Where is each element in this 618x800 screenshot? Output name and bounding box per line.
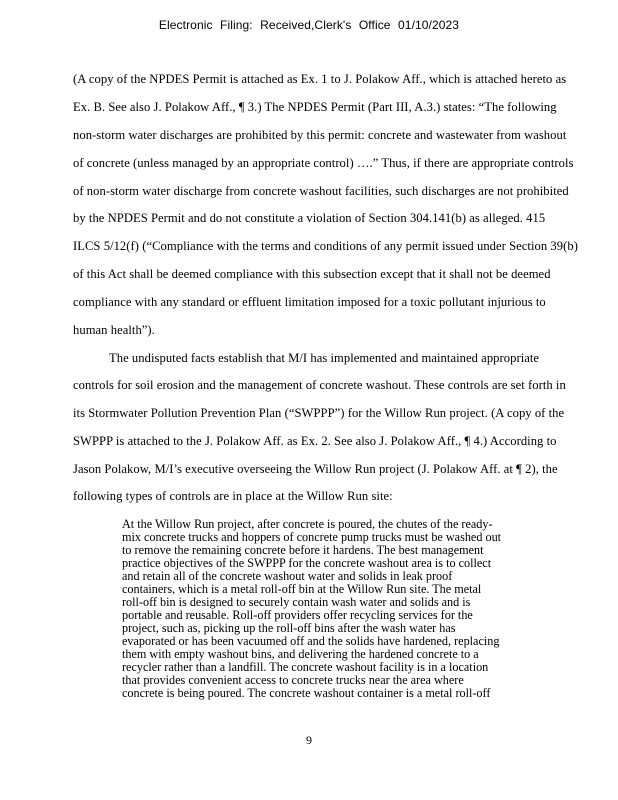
- text-line: Ex. B. See also J. Polakow Aff., ¶ 3.) The NPDES Permit (Part III, A.3.) states: “The following: [73, 100, 557, 114]
- text-line: compliance with any standard or effluent limitation imposed for a toxic pollutant injurious to: [73, 295, 546, 309]
- text-line: SWPPP is attached to the J. Polakow Aff. as Ex. 2. See also J. Polakow Aff., ¶ 4.) According to: [73, 434, 557, 448]
- text-line: The undisputed facts establish that M/I has implemented and maintained appropriate: [109, 351, 540, 365]
- quote-line: At the Willow Run project, after concrete is poured, the chutes of the ready-: [122, 517, 493, 531]
- quote-line: containers, which is a metal roll-off bin at the Willow Run site. The metal: [122, 582, 482, 596]
- quote-line: mix concrete trucks and hoppers of concrete pump trucks must be washed out: [122, 530, 502, 544]
- quote-line: project, such as, picking up the roll-off bins after the wash water has: [122, 621, 456, 635]
- text-line: by the NPDES Permit and do not constitute a violation of Section 304.141(b) as alleged. 415: [73, 211, 546, 225]
- quote-line: practice objectives of the SWPPP for the concrete washout area is to collect: [122, 556, 492, 570]
- text-line: controls for soil erosion and the management of concrete washout. These controls are set forth in: [73, 378, 566, 392]
- text-line: ILCS 5/12(f) (“Compliance with the terms and conditions of any permit issued under Section 39(b): [73, 239, 578, 253]
- quote-line: portable and reusable. Roll-off providers offer recycling services for the: [122, 608, 473, 622]
- text-line: of this Act shall be deemed compliance with this subsection except that it shall not be deemed: [73, 267, 551, 281]
- quote-line: concrete is being poured. The concrete washout container is a metal roll-off: [122, 686, 491, 700]
- page-number: 9: [306, 733, 312, 747]
- quote-line: evaporated or has been vacuumed off and the solids have hardened, replacing: [122, 634, 500, 648]
- quote-line: and retain all of the concrete washout water and solids in leak proof: [122, 569, 453, 583]
- text-line: Jason Polakow, M/I’s executive overseeing the Willow Run project (J. Polakow Aff. at ¶ 2), the: [73, 462, 558, 476]
- text-line: (A copy of the NPDES Permit is attached as Ex. 1 to J. Polakow Aff., which is attached hereto as: [73, 72, 567, 86]
- quote-line: to remove the remaining concrete before it hardens. The best management: [122, 543, 484, 557]
- text-line: human health”).: [73, 323, 155, 337]
- quote-line: them with empty washout bins, and delivering the hardened concrete to a: [122, 647, 479, 661]
- quote-line: that provides convenient access to concrete trucks near the area where: [122, 673, 464, 687]
- filing-header: Electronic Filing: Received,Clerk's Office 01/10/2023: [158, 18, 460, 32]
- quote-line: recycler rather than a landfill. The concrete washout facility is in a location: [122, 660, 489, 674]
- text-line: of non-storm water discharge from concrete washout facilities, such discharges are not prohibited: [73, 184, 569, 198]
- text-line: of concrete (unless managed by an appropriate control) ….” Thus, if there are appropriate controls: [73, 156, 574, 170]
- text-line: its Stormwater Pollution Prevention Plan (“SWPPP”) for the Willow Run project. (A copy of the: [73, 406, 565, 420]
- text-line: non-storm water discharges are prohibited by this permit: concrete and wastewater from washout: [73, 128, 567, 142]
- text-line: following types of controls are in place at the Willow Run site:: [73, 489, 393, 503]
- quote-line: roll-off bin is designed to securely contain wash water and solids and is: [122, 595, 471, 609]
